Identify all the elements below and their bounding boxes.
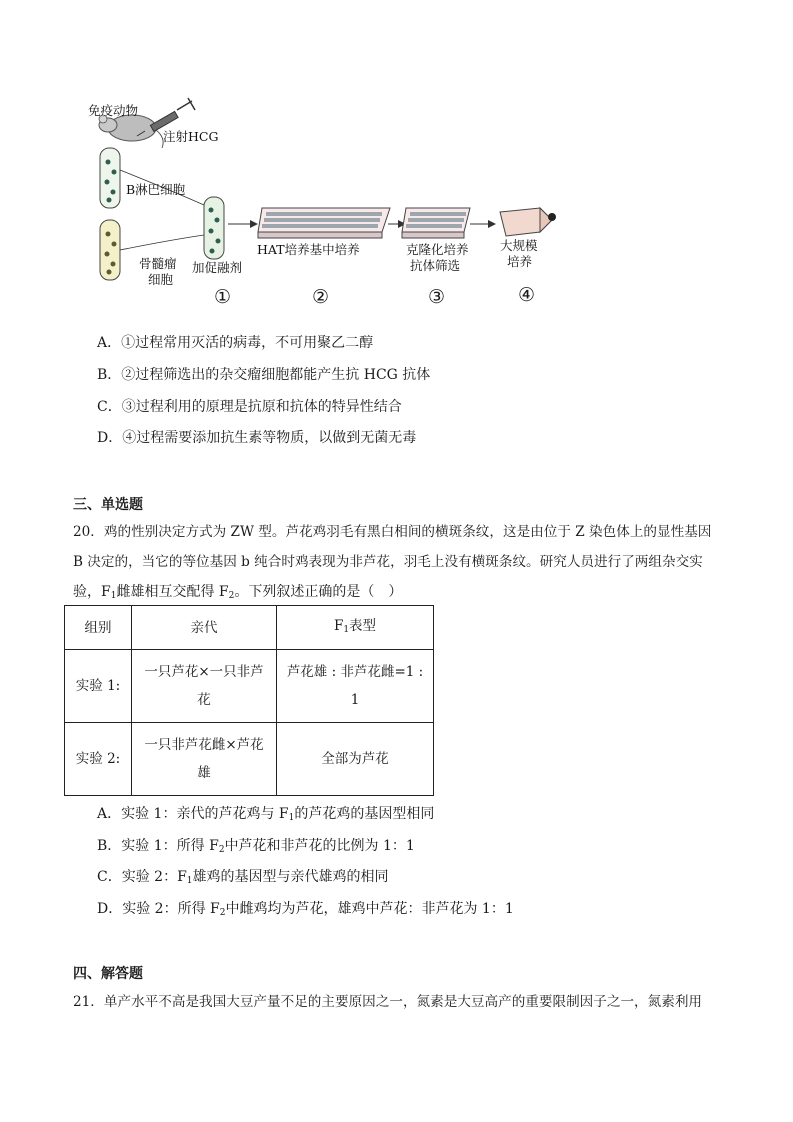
q20-option-b-1: B．实验 1：所得 F: [97, 838, 219, 854]
q20-line-3-sub2: 2: [228, 591, 235, 601]
q20-option-d-1: D．实验 2：所得 F: [97, 901, 220, 917]
table-header-f1: [277, 606, 434, 650]
section-4-title: 四、解答题: [73, 966, 143, 982]
monoclonal-antibody-diagram: [0, 0, 793, 320]
q20-line-3-sub1: 1: [110, 591, 117, 601]
q20-option-b-2: 中芦花和非芦花的比例为 1：1: [224, 838, 415, 854]
table-row-2-parent: [132, 723, 277, 796]
immune-animal-label: 免疫动物: [88, 103, 139, 118]
clone-culture-label: 克隆化培养: [406, 242, 469, 257]
large-scale-label-2: 培养: [507, 254, 533, 269]
table-row-2-parent-a: 一只非芦花雌×芦花: [144, 737, 264, 753]
bioreactor-icon: [500, 208, 556, 236]
myeloma-label: 骨髓瘤: [139, 256, 177, 271]
q20-line-3-b: 雌雄相互交配得 F: [116, 584, 229, 600]
culture-plate-1: [258, 208, 390, 238]
q20-line-1: 20．鸡的性别决定方式为 ZW 型。芦花鸡羽毛有黑白相间的横斑条纹，这是由位于 Z 染色体上的显性基因: [73, 524, 712, 540]
step-4-marker: ④: [518, 284, 536, 306]
q19-option-d: D．④过程需要添加抗生素等物质，以做到无菌无毒: [97, 430, 417, 446]
table-row-1-parent: [132, 650, 277, 723]
table-header-f1-sub: 1: [343, 624, 350, 635]
table-header-f1-a: F: [333, 617, 344, 634]
section-3-title: 三、单选题: [73, 497, 143, 513]
q20-option-c-2: 雄鸡的基因型与亲代雄鸡的相同: [192, 869, 389, 885]
q20-option-a-2: 的芦花鸡的基因型相同: [294, 806, 435, 822]
q21-line-1: 21．单产水平不高是我国大豆产量不足的主要原因之一，氮素是大豆高产的重要限制因子之一，氮素利用: [73, 994, 703, 1010]
antibody-screen-label: 抗体筛选: [410, 258, 461, 273]
q20-option-b-sub: 2: [218, 845, 225, 855]
myeloma-tube: [100, 220, 120, 280]
q20-line-3-c: 。下列叙述正确的是（ ）: [234, 584, 403, 600]
culture-plate-2: [402, 208, 470, 238]
q20-option-a-sub: 1: [288, 813, 295, 823]
q20-line-3: [73, 581, 402, 601]
table-row-1-group: 实验 1:: [65, 650, 132, 723]
table-row-1-f1: 芦花雄 : 非芦花雌=1 : 1: [277, 650, 434, 723]
step-3-marker: ③: [428, 286, 446, 308]
q20-option-a: [97, 803, 434, 823]
q20-option-d: [97, 898, 514, 918]
q20-option-b: [97, 835, 415, 855]
q20-option-a-1: A．实验 1：亲代的芦花鸡与 F: [97, 806, 289, 822]
cross-experiment-table: [64, 605, 434, 796]
table-header-f1-b: 表型: [349, 617, 377, 634]
figure: [0, 0, 793, 320]
q20-option-d-sub: 2: [219, 908, 226, 918]
q20-line-2: B 决定的，当它的等位基因 b 纯合时鸡表现为非芦花，羽毛上没有横斑条纹。研究人员进行了两组杂交实: [73, 554, 703, 570]
step-2-marker: ②: [312, 286, 330, 308]
q20-option-d-2: 中雌鸡均为芦花，雄鸡中芦花：非芦花为 1：1: [225, 901, 514, 917]
myeloma-label-2: 细胞: [148, 272, 174, 287]
fusion-agent-label: 加促融剂: [192, 260, 243, 275]
large-scale-label: 大规模: [500, 238, 538, 253]
q19-option-a: A．①过程常用灭活的病毒，不可用聚乙二醇: [97, 335, 374, 351]
q20-option-c-sub: 1: [186, 876, 193, 886]
b-cell-label: B淋巴细胞: [126, 182, 186, 197]
table-row-2-group: 实验 2:: [65, 723, 132, 796]
step-1-marker: ①: [214, 286, 232, 308]
table-row-2-parent-b: 雄: [197, 765, 211, 781]
fusion-tube: [204, 197, 224, 259]
hat-culture-label: HAT培养基中培养: [257, 242, 360, 257]
b-cell-tube: [100, 148, 120, 208]
q20-line-3-a: 验，F: [73, 584, 111, 600]
q19-option-c: C．③过程利用的原理是抗原和抗体的特异性结合: [97, 399, 402, 415]
table-header-group: 组别: [65, 606, 132, 650]
table-row-1-parent-a: 一只芦花×一只非芦: [144, 664, 264, 680]
q20-option-c-1: C．实验 2：F: [97, 869, 187, 885]
table-row-1-parent-b: 花: [197, 692, 211, 708]
table-header-parent: 亲代: [132, 606, 277, 650]
table-row-2-f1: 全部为芦花: [277, 723, 434, 796]
q19-option-b: B．②过程筛选出的杂交瘤细胞都能产生抗 HCG 抗体: [97, 367, 431, 383]
inject-label: 注射HCG: [163, 129, 219, 144]
q20-option-c: [97, 866, 389, 886]
